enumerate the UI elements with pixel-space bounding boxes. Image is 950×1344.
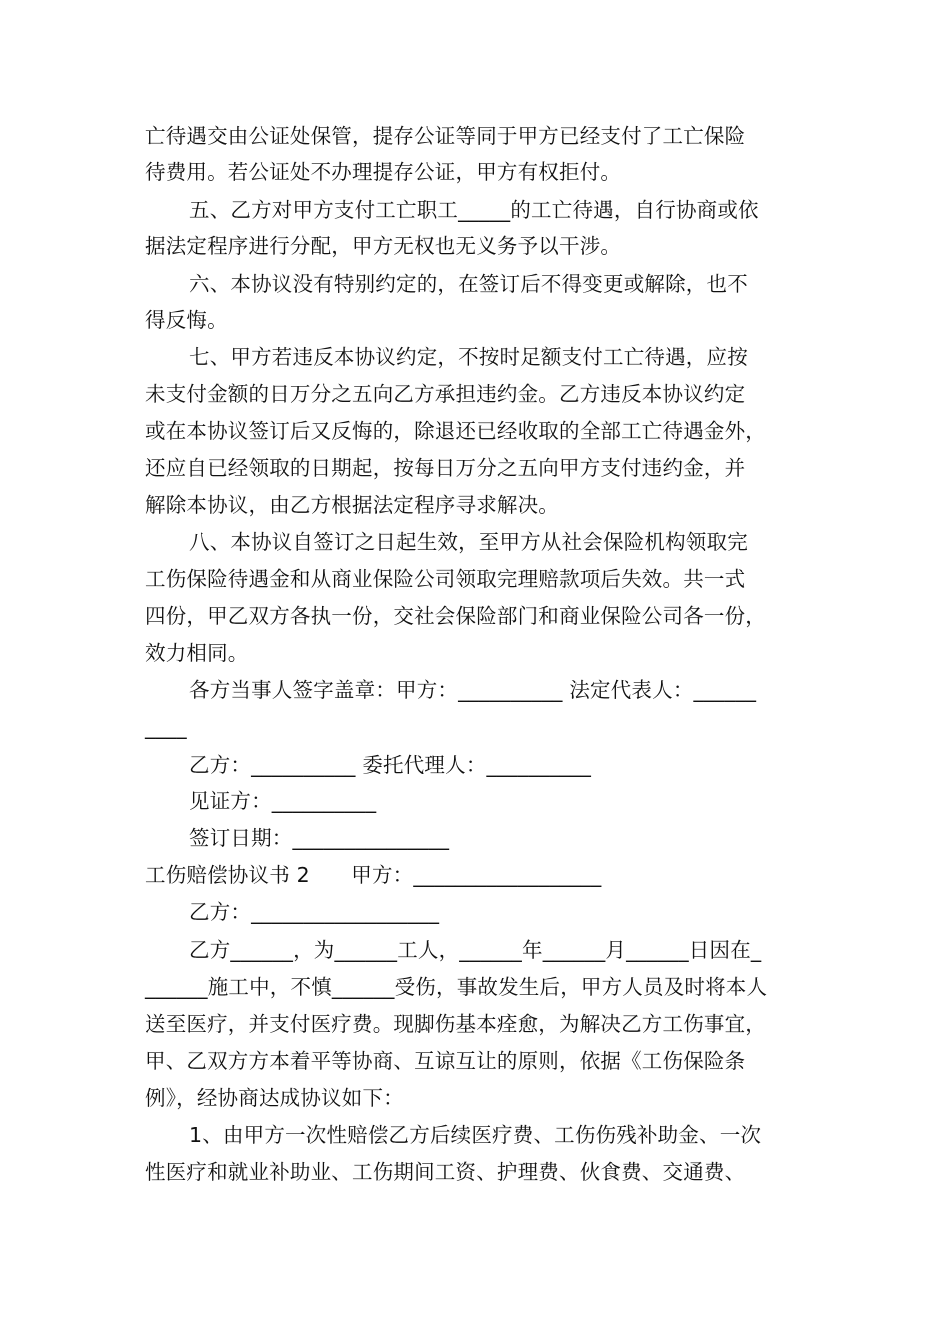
signature-line: 签订日期：_______________ <box>189 826 450 850</box>
text-line: 还应自已经领取的日期起，按每日万分之五向甲方支付违约金，并 <box>145 456 746 480</box>
text-line: 得反悔。 <box>145 308 228 332</box>
text-line: 1、由甲方一次性赔偿乙方后续医疗费、工伤伤残补助金、一次 <box>189 1123 762 1147</box>
text-line: ______施工中，不慎______受伤，事故发生后，甲方人员及时将本人 <box>145 975 768 999</box>
text-line: 八、本协议自签订之日起生效，至甲方从社会保险机构领取完 <box>189 530 748 554</box>
text-line: 或在本协议签订后又反悔的，除退还已经收取的全部工亡待遇金外， <box>145 419 766 443</box>
text-line: 待费用。若公证处不办理提存公证，甲方有权拒付。 <box>145 160 622 184</box>
text-line: 解除本协议，由乙方根据法定程序寻求解决。 <box>145 493 559 517</box>
text-line: 效力相同。 <box>145 641 249 665</box>
signature-line: ____ <box>145 715 187 739</box>
text-line: 性医疗和就业补助业、工伤期间工资、护理费、伙食费、交通费、 <box>145 1160 746 1184</box>
text-line: 送至医疗，并支付医疗费。现脚伤基本痊愈，为解决乙方工伤事宜， <box>145 1012 766 1036</box>
text-line: 未支付金额的日万分之五向乙方承担违约金。乙方违反本协议约定 <box>145 382 746 406</box>
text-line: 甲、乙双方方本着平等协商、互谅互让的原则，依据《工伤保险条 <box>145 1049 746 1073</box>
text-line: 四份，甲乙双方各执一份，交社会保险部门和商业保险公司各一份， <box>145 604 766 628</box>
signature-line: 各方当事人签字盖章：甲方：__________ 法定代表人：______ <box>189 678 757 702</box>
text-line: 亡待遇交由公证处保管，提存公证等同于甲方已经支付了工亡保险 <box>145 124 746 148</box>
text-line: 乙方______，为______工人，______年______月______日因在_ <box>189 938 762 962</box>
signature-line: 乙方：__________________ <box>189 900 440 924</box>
text-line: 五、乙方对甲方支付工亡职工_____的工亡待遇，自行协商或依 <box>189 198 759 222</box>
signature-line: 乙方：__________ 委托代理人：__________ <box>189 753 592 777</box>
signature-line: 见证方：__________ <box>189 789 377 813</box>
text-line: 例》，经协商达成协议如下： <box>145 1086 404 1110</box>
text-line: 工伤保险待遇金和从商业保险公司领取完理赔款项后失效。共一式 <box>145 567 746 591</box>
text-line: 七、甲方若违反本协议约定，不按时足额支付工亡待遇，应按 <box>189 345 748 369</box>
text-line: 据法定程序进行分配，甲方无权也无义务予以干涉。 <box>145 234 622 258</box>
text-line: 六、本协议没有特别约定的，在签订后不得变更或解除，也不 <box>189 272 748 296</box>
section-title: 工伤赔偿协议书 2 甲方：__________________ <box>145 863 602 887</box>
